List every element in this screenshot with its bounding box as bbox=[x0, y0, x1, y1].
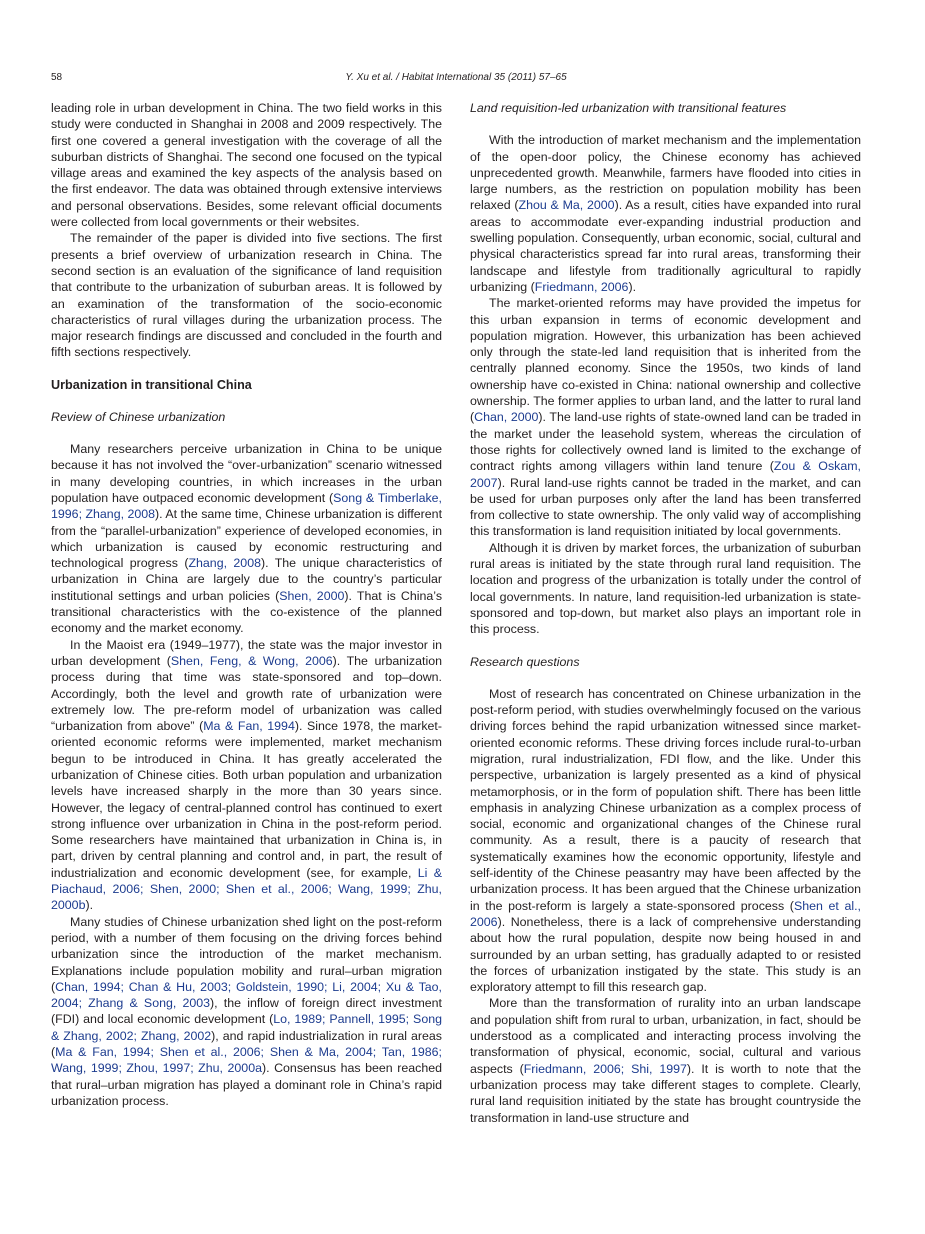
paragraph-text: ). The urbanization process during that time was state-sponsored and top–down. Accordingly, both the level and growth rate of urbanization were extremely low. The pre-reform model of urbanization was called “urbanization from above” ( bbox=[51, 653, 442, 734]
paragraph bbox=[470, 295, 861, 539]
paragraph bbox=[51, 637, 442, 914]
subsection-heading: Research questions bbox=[470, 654, 580, 669]
citation-link[interactable]: Zhang, 2008 bbox=[188, 556, 261, 571]
citation-link[interactable]: Song & Timberlake, 1996; Zhang, 2008 bbox=[51, 490, 442, 522]
citation-link[interactable]: Li & Piachaud, 2006; Shen, 2000; Shen et al., 2006; Wang, 1999; Zhu, 2000b bbox=[51, 865, 443, 913]
paragraph-text: Many studies of Chinese urbanization shed light on the post-reform period, with a number of them focusing on the driving forces behind urbanization since the introduction of the market mechanism. Explanations include population mobility and rural–urban migration ( bbox=[51, 914, 442, 994]
running-title: Y. Xu et al. / Habitat International 35 (2011) 57–65 bbox=[345, 72, 567, 83]
paragraph-text: In the Maoist era (1949–1977), the state was the major investor in urban development ( bbox=[51, 637, 442, 668]
paragraph bbox=[51, 230, 442, 360]
subsection-heading: Review of Chinese urbanization bbox=[51, 409, 226, 424]
paragraph-text: More than the transformation of rurality into an urban landscape and population shift from rural to urban, urbanization, in fact, should be understood as a complicated and interacting process involving the transformation of physical, economic, social, cultural and various aspects ( bbox=[470, 996, 861, 1076]
citation-link[interactable]: Shen, 2000 bbox=[279, 588, 345, 603]
citation-link[interactable]: Lo, 1989; Pannell, 1995; Song & Zhang, 2002; Zhang, 2002 bbox=[51, 1012, 442, 1043]
right-column bbox=[470, 100, 861, 1126]
citation-link[interactable]: Friedmann, 2006 bbox=[534, 279, 629, 294]
paragraph-text: Many researchers perceive urbanization in China to be unique because it has not involved the “over-urbanization” scenario witnessed in many developing countries, in which increases in the urban population have outpaced economic development ( bbox=[51, 442, 442, 505]
citation-link[interactable]: Zou & Oskam, 2007 bbox=[470, 459, 861, 490]
paragraph-text: With the introduction of market mechanism and the implementation of the open-door policy, the Chinese economy has achieved unprecedented growth. Meanwhile, farmers have flooded into cities in large numbers, as the restriction on population mobility has been relaxed ( bbox=[470, 133, 861, 213]
paragraph-text: ). As a result, cities have expanded into rural areas to accommodate ever-expanding industrial production and swelling population. Consequently, urban economic, social, cultural and physical characteristics spread far into rural areas, transforming their landscape and lifestyle from traditionally agricultural to rapidly urbanizing ( bbox=[470, 198, 861, 294]
paragraph-text: ). It is worth to note that the urbanization process may take different stages to complete. Clearly, rural land requisition initiated by the state has brought countryside the transformation in land-use structure and bbox=[470, 1061, 861, 1125]
paragraph bbox=[470, 132, 861, 295]
paragraph bbox=[51, 441, 442, 637]
paragraph-text: The market-oriented reforms may have provided the impetus for this urban expansion in terms of economic development and population migration. However, this urbanization has been achieved only through the state-led land requisition that is inherited from the centrally planned economy. Since the 1950s, two kinds of land ownership have co-existed in China: national ownership and collective ownership. The former applies to urban land, and the latter to rural land ( bbox=[470, 296, 861, 425]
paragraph bbox=[470, 540, 861, 638]
citation-link[interactable]: Shen et al., 2006 bbox=[470, 898, 861, 929]
paragraph-text: The remainder of the paper is divided into five sections. The first presents a brief overview of urbanization research in China. The second section is an evaluation of the significance of land requisition that contribute to the urbanization of suburban areas. It is followed by an examination of the transformation of the socio-economic characteristics of rural villages during the urbanization process. The major research findings are discussed and concluded in the fourth and fifth sections respectively. bbox=[51, 231, 442, 360]
subsection-heading: Land requisition-led urbanization with transitional features bbox=[470, 101, 787, 115]
paragraph bbox=[470, 686, 861, 996]
section-heading: Urbanization in transitional China bbox=[51, 377, 252, 392]
citation-link[interactable]: Ma & Fan, 1994; Shen et al., 2006; Shen & Ma, 2004; Tan, 1986; Wang, 1999; Zhou, 1997; Zhu, 2000a bbox=[51, 1045, 442, 1076]
citation-link[interactable]: Zhou & Ma, 2000 bbox=[518, 198, 615, 213]
citation-link[interactable]: Shen, Feng, & Wong, 2006 bbox=[170, 653, 333, 668]
paragraph bbox=[51, 914, 442, 1110]
paragraph-text: ). Since 1978, the market-oriented economic reforms were implemented, market mechanism begun to be introduced in China. It has greatly accelerated the urbanization of Chinese cities. Both urban population and urbanization levels have increased sharply in the more than 30 years since. However, the legacy of central-planned control has continued to exert strong influence over urbanization in China in the post-reform period. Some researchers have maintained that urbanization in China is, in part, driven by central planning and control and, in part, the result of industrialization and economic development (see, for example, bbox=[51, 719, 443, 880]
citation-link[interactable]: Chan, 2000 bbox=[474, 410, 539, 425]
paragraph bbox=[470, 995, 861, 1125]
paragraph-text: Although it is driven by market forces, the urbanization of suburban rural areas is initiated by the state through rural land requisition. The location and progress of the urbanization is totally under the control of local governments. In nature, land requisition-led urbanization is state-sponsored and top-down, but market also plays an important role in this process. bbox=[470, 540, 861, 637]
paragraph-text: ). Consensus has been reached that rural–urban migration has played a dominant role in China’s rapid urbanization process. bbox=[51, 1061, 442, 1108]
paragraph-text: ). Nonetheless, there is a lack of comprehensive understanding about how the rural population, despite now being housed in and surrounded by an urban setting, has gradually adapted to or resisted the forces of urbanization instigated by the state. This study is an exploratory attempt to fill this research gap. bbox=[470, 914, 861, 995]
paragraph-text: ). bbox=[628, 279, 637, 294]
citation-link[interactable]: Chan, 1994; Chan & Hu, 2003; Goldstein, 1990; Li, 2004; Xu & Tao, 2004; Zhang & Song, 2003 bbox=[51, 979, 442, 1011]
left-column bbox=[51, 100, 442, 1109]
paragraph bbox=[51, 100, 442, 230]
paragraph-text: ). The unique characteristics of urbanization in China are largely due to the country’s particular institutional settings and urban policies ( bbox=[51, 556, 442, 603]
paragraph-text: ), and rapid industrialization in rural areas ( bbox=[51, 1028, 442, 1060]
paragraph-text: ). bbox=[85, 898, 94, 913]
paragraph-text: ). The land-use rights of state-owned land can be traded in the market under the leasehold system, whereas the circulation of those rights for collectively owned land is limited to the exchange of contract rights among villagers within land tenure ( bbox=[470, 410, 861, 474]
paragraph-text: ). At the same time, Chinese urbanization is different from the “parallel-urbanization” experience of developed economies, in which urbanization is caused by economic restructuring and technological progress ( bbox=[51, 507, 443, 571]
citation-link[interactable]: Ma & Fan, 1994 bbox=[203, 719, 295, 734]
paragraph-text: ). That is China’s transitional characteristics with the co-existence of the planned economy and the market economy. bbox=[51, 588, 443, 636]
paragraph-text: leading role in urban development in China. The two field works in this study were conducted in Shanghai in 2008 and 2009 respectively. The first one covered a general investigation with the coverage of all the suburban districts of Shanghai. The second one focused on the typical village areas and examined the key aspects of the analysis based on the first endeavor. The data was obtained through extensive interviews and personal observations. Besides, some relevant official documents were collected from local governments or their websites. bbox=[51, 101, 442, 230]
paragraph-text: ). Rural land-use rights cannot be traded in the market, and can be used for urban purposes only after the land has been transferred from collective to state ownership. The only valid way of accomplishing this transformation is land requisition initiated by local governments. bbox=[470, 475, 861, 539]
citation-link[interactable]: Friedmann, 2006; Shi, 1997 bbox=[523, 1061, 687, 1076]
paragraph-text: Most of research has concentrated on Chinese urbanization in the post-reform period, with studies overwhelmingly focused on the various driving forces behind the rapid urbanization witnessed since market-oriented economic reforms. These driving forces include rural-to-urban migration, rural industrialization, FDI flow, and the like. Under this perspective, urbanization is largely presented as a kind of physical metamorphosis, or in the form of population shift. There has been little emphasis in analyzing Chinese urbanization as a complex process of social, economic and organizational changes of the Chinese rural community. As a result, there is a paucity of research that systematically examines how the economic opportunity, lifestyle and self-identity of the Chinese peasantry may have been affected by the urbanization process. It has been argued that the Chinese urbanization in the post-reform is largely a state-sponsored process ( bbox=[470, 686, 861, 913]
paragraph-text: ), the inflow of foreign direct investment (FDI) and local economic development ( bbox=[51, 996, 442, 1027]
page-number: 58 bbox=[51, 72, 63, 83]
